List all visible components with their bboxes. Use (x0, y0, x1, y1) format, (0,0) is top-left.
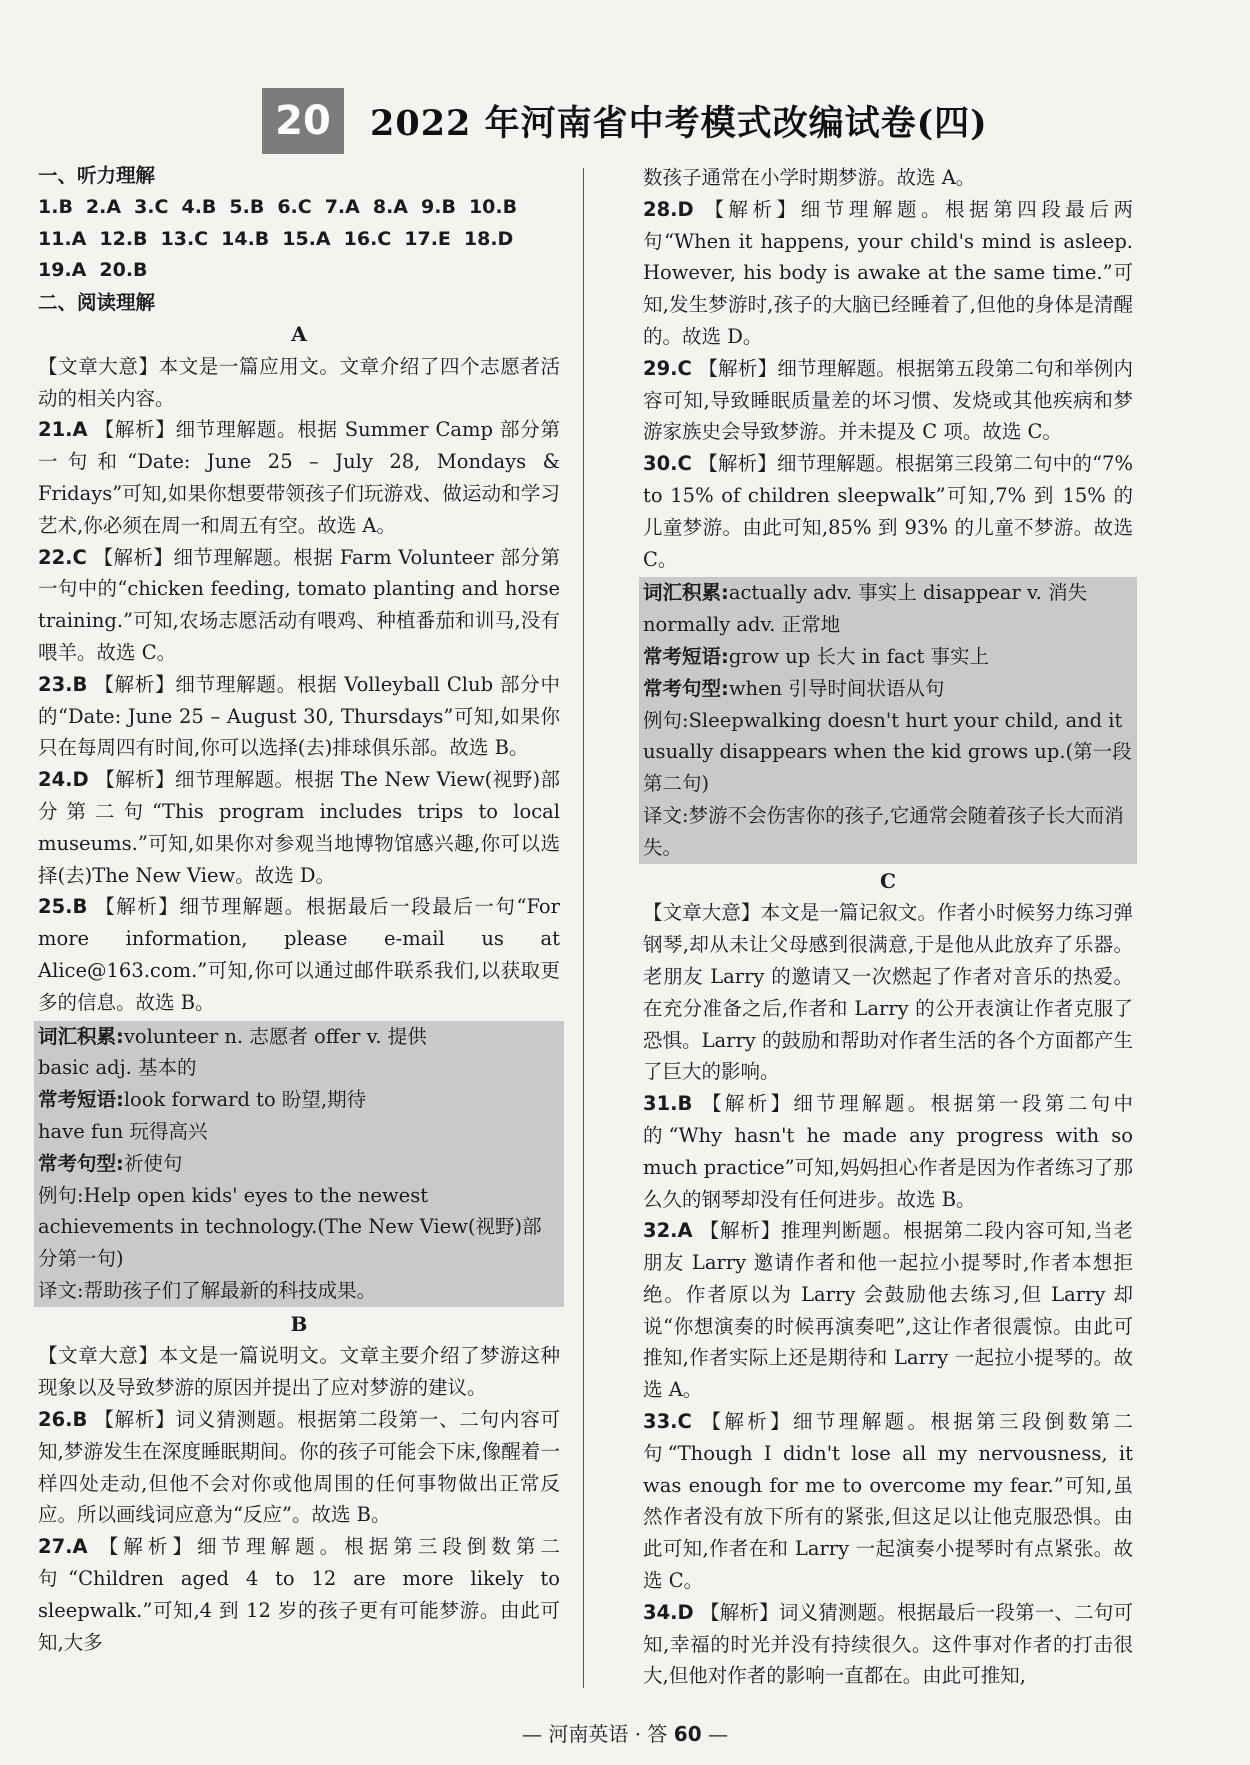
explanation: 【解析】细节理解题。根据 Volleyball Club 部分中的“Date: June 25 – August 30, Thursdays”可知,如果你只在每周四有时间,你可以选择(去)排球俱乐部。故选 B。 (38, 672, 561, 760)
left-column (38, 160, 560, 1658)
listening-section-title: 一、听力理解 (38, 164, 156, 187)
exam-number-badge: 20 (262, 88, 344, 154)
vocab-line: 例句:Help open kids' eyes to the newest achievements in technology.(The New View(视野)部分第一句) (38, 1183, 542, 1271)
explanation: 【解析】细节理解题。根据 The New View(视野)部分第二句“This program includes trips to local museums.”可知,如果你对参观当地博物馆感兴趣,你可以选择(去)The New View。故选 D。 (38, 768, 560, 887)
vocab-line: 词汇积累:actually adv. 事实上 disappear v. 消失 (643, 581, 1088, 605)
question-number: 31.B (643, 1092, 693, 1116)
explanation: 【解析】细节理解题。根据第三段倒数第二句“Though I didn't lose all my nervousness, it was enough for me to overcome my fear.”可知,虽然作者没有放下所有的紧张,但这足以让他克服恐惧。由此可知,作者在和 Larry 一起演奏小提琴时有点紧张。故选 C。 (643, 1410, 1133, 1593)
answer: 12.B (99, 227, 148, 250)
question-number: 30.C (643, 452, 692, 476)
answer-item-24 (38, 764, 560, 891)
vocab-line: 常考短语:grow up 长大 in fact 事实上 (643, 644, 989, 668)
page-number: 60 (673, 1722, 702, 1746)
vocab-line: normally adv. 正常地 (643, 613, 841, 637)
explanation: 【解析】细节理解题。根据第三段第二句中的“7% to 15% of children sleepwalk”可知,7% 到 15% 的儿童梦游。由此可知,85% 到 93% 的儿童不梦游。故选 C。 (643, 452, 1133, 571)
answer-item-32 (643, 1215, 1133, 1406)
answer-item-21 (38, 414, 560, 541)
answer-item-28 (643, 194, 1133, 353)
answer: 16.C (343, 227, 392, 250)
answer: 2.A (85, 195, 122, 218)
explanation: 【解析】细节理解题。根据第五段第二句和举例内容可知,导致睡眠质量差的坏习惯、发烧或其他疾病和梦游家族史会导致梦游。并未提及 C 项。故选 C。 (643, 356, 1133, 444)
answer: 15.A (282, 227, 331, 250)
answer: 13.C (160, 227, 209, 250)
vocab-line: 例句:Sleepwalking doesn't hurt your child, and it usually disappears when the kid grows up.(第一段第二句) (643, 708, 1132, 796)
column-divider (583, 168, 584, 1688)
right-column (643, 162, 1133, 1692)
explanation: 【解析】细节理解题。根据最后一段最后一句“For more information, please e-mail us at Alice@163.com.”可知,你可以通过邮件联系我们,以获取更多的信息。故选 B。 (38, 895, 560, 1014)
answer-item-29 (643, 353, 1133, 448)
answer: 20.B (99, 259, 148, 282)
explanation: 【解析】词义猜测题。根据第二段第一、二句内容可知,梦游发生在深度睡眠期间。你的孩子可能会下床,像醒着一样四处走动,但他不会对你或他周围的任何事物做出正常反应。所以画线词应意为“反应”。故选 B。 (38, 1408, 560, 1527)
vocab-line: 译文:梦游不会伤害你的孩子,它通常会随着孩子长大而消失。 (643, 803, 1124, 859)
explanation: 【解析】细节理解题。根据第四段最后两句“When it happens, your child's mind is asleep. However, his body is awake at the same time.”可知,发生梦游时,孩子的大脑已经睡着了,但他的身体是清醒的。故选 D。 (643, 197, 1133, 348)
question-number: 34.D (643, 1600, 694, 1624)
question-number: 26.B (38, 1408, 88, 1432)
answer-row-3 (38, 255, 560, 287)
vocab-box-b (639, 577, 1137, 863)
answer-item-27-continued: 数孩子通常在小学时期梦游。故选 A。 (643, 166, 976, 189)
vocab-line: 常考短语:look forward to 盼望,期待 (38, 1088, 367, 1112)
passage-c-letter: C (880, 868, 896, 893)
answer: 7.A (324, 195, 360, 218)
question-number: 27.A (38, 1535, 88, 1559)
answer-item-26 (38, 1404, 560, 1531)
explanation: 【解析】细节理解题。根据 Summer Camp 部分第一句和“Date: June 25 – July 28, Mondays & Fridays”可知,如果你想要带领孩子们玩游戏、做运动和学习艺术,你必须在周一和周五有空。故选 A。 (38, 418, 560, 537)
question-number: 21.A (38, 418, 88, 442)
answer-item-34 (643, 1597, 1133, 1692)
explanation: 【解析】推理判断题。根据第二段内容可知,当老朋友 Larry 邀请作者和他一起拉小提琴时,作者本想拒绝。作者原以为 Larry 会鼓励他去练习,但 Larry 却说“你想演奏的时候再演奏吧”,这让作者很震惊。由此可推知,作者实际上还是期待和 Larry 一起拉小提琴的。故选 A。 (643, 1219, 1134, 1402)
answer: 8.A (372, 195, 409, 218)
answer: 19.A (38, 259, 87, 282)
explanation: 【解析】细节理解题。根据 Farm Volunteer 部分第一句中的“chicken feeding, tomato planting and horse training.”可知,农场志愿活动有喂鸡、种植番茄和训马,没有喂羊。故选 C。 (38, 545, 560, 664)
vocab-line: 译文:帮助孩子们了解最新的科技成果。 (38, 1278, 377, 1302)
answer-row-2 (38, 224, 560, 256)
question-number: 28.D (643, 197, 694, 221)
explanation: 【解析】细节理解题。根据第三段倒数第二句“Children aged 4 to 12 are more likely to sleepwalk.”可知,4 到 12 岁的孩子更有可能梦游。由此可知,大多 (38, 1535, 560, 1654)
vocab-line: basic adj. 基本的 (38, 1056, 197, 1080)
footer-suffix: — (701, 1722, 728, 1746)
answer: 10.B (468, 195, 518, 218)
passage-b-summary: 【文章大意】本文是一篇说明文。文章主要介绍了梦游这种现象以及导致梦游的原因并提出了应对梦游的建议。 (38, 1344, 560, 1400)
page-footer (0, 1718, 1250, 1747)
answer: 14.B (221, 227, 270, 250)
answer: 18.D (463, 227, 514, 250)
answer: 6.C (277, 195, 312, 218)
passage-a-letter: A (291, 321, 307, 346)
question-number: 23.B (38, 672, 88, 696)
footer-prefix: — 河南英语 · 答 (522, 1722, 674, 1746)
explanation: 【解析】词义猜测题。根据最后一段第一、二句可知,幸福的时光并没有持续很久。这件事对作者的打击很大,但他对作者的影响一直都在。由此可推知, (643, 1600, 1133, 1688)
answer-item-27 (38, 1531, 560, 1658)
vocab-line: 常考句型:祈使句 (38, 1151, 183, 1175)
answer-item-23 (38, 669, 560, 764)
passage-b-letter: B (290, 1311, 308, 1336)
vocab-box-a (34, 1021, 564, 1307)
answer: 11.A (38, 227, 87, 250)
answer-item-22 (38, 542, 560, 669)
exam-title: 2022 年河南省中考模式改编试卷(四) (370, 103, 988, 144)
answer: 3.C (134, 195, 169, 218)
passage-a-summary: 【文章大意】本文是一篇应用文。文章介绍了四个志愿者活动的相关内容。 (38, 354, 560, 410)
answer-item-25 (38, 891, 560, 1018)
explanation: 【解析】细节理解题。根据第一段第二句中的“Why hasn't he made any progress with so much practice”可知,妈妈担心作者是因为作者练习了那么久的钢琴却没有任何进步。故选 B。 (643, 1092, 1133, 1211)
answer: 5.B (229, 195, 265, 218)
answer: 9.B (421, 195, 456, 218)
question-number: 24.D (38, 768, 89, 792)
question-number: 33.C (643, 1410, 692, 1434)
answer-row-1 (38, 192, 560, 224)
vocab-line: 常考句型:when 引导时间状语从句 (643, 676, 945, 700)
answer: 1.B (38, 195, 73, 218)
question-number: 22.C (38, 545, 87, 569)
question-number: 32.A (643, 1219, 693, 1243)
answer-item-31 (643, 1088, 1133, 1215)
vocab-line: have fun 玩得高兴 (38, 1119, 208, 1143)
page-header (262, 88, 988, 154)
question-number: 29.C (643, 356, 692, 380)
question-number: 25.B (38, 895, 88, 919)
answer: 17.E (404, 227, 451, 250)
answer: 4.B (181, 195, 217, 218)
answer-item-33 (643, 1406, 1133, 1597)
passage-c-summary: 【文章大意】本文是一篇记叙文。作者小时候努力练习弹钢琴,却从未让父母感到很满意,于是他从此放弃了乐器。老朋友 Larry 的邀请又一次燃起了作者对音乐的热爱。在充分准备之后,作者和 Larry 的公开表演让作者克服了恐惧。Larry 的鼓励和帮助对作者生活的各个方面都产生了巨大的影响。 (643, 901, 1133, 1084)
reading-section-title: 二、阅读理解 (38, 291, 156, 315)
answer-item-30 (643, 448, 1133, 575)
vocab-line: 词汇积累:volunteer n. 志愿者 offer v. 提供 (38, 1024, 427, 1048)
